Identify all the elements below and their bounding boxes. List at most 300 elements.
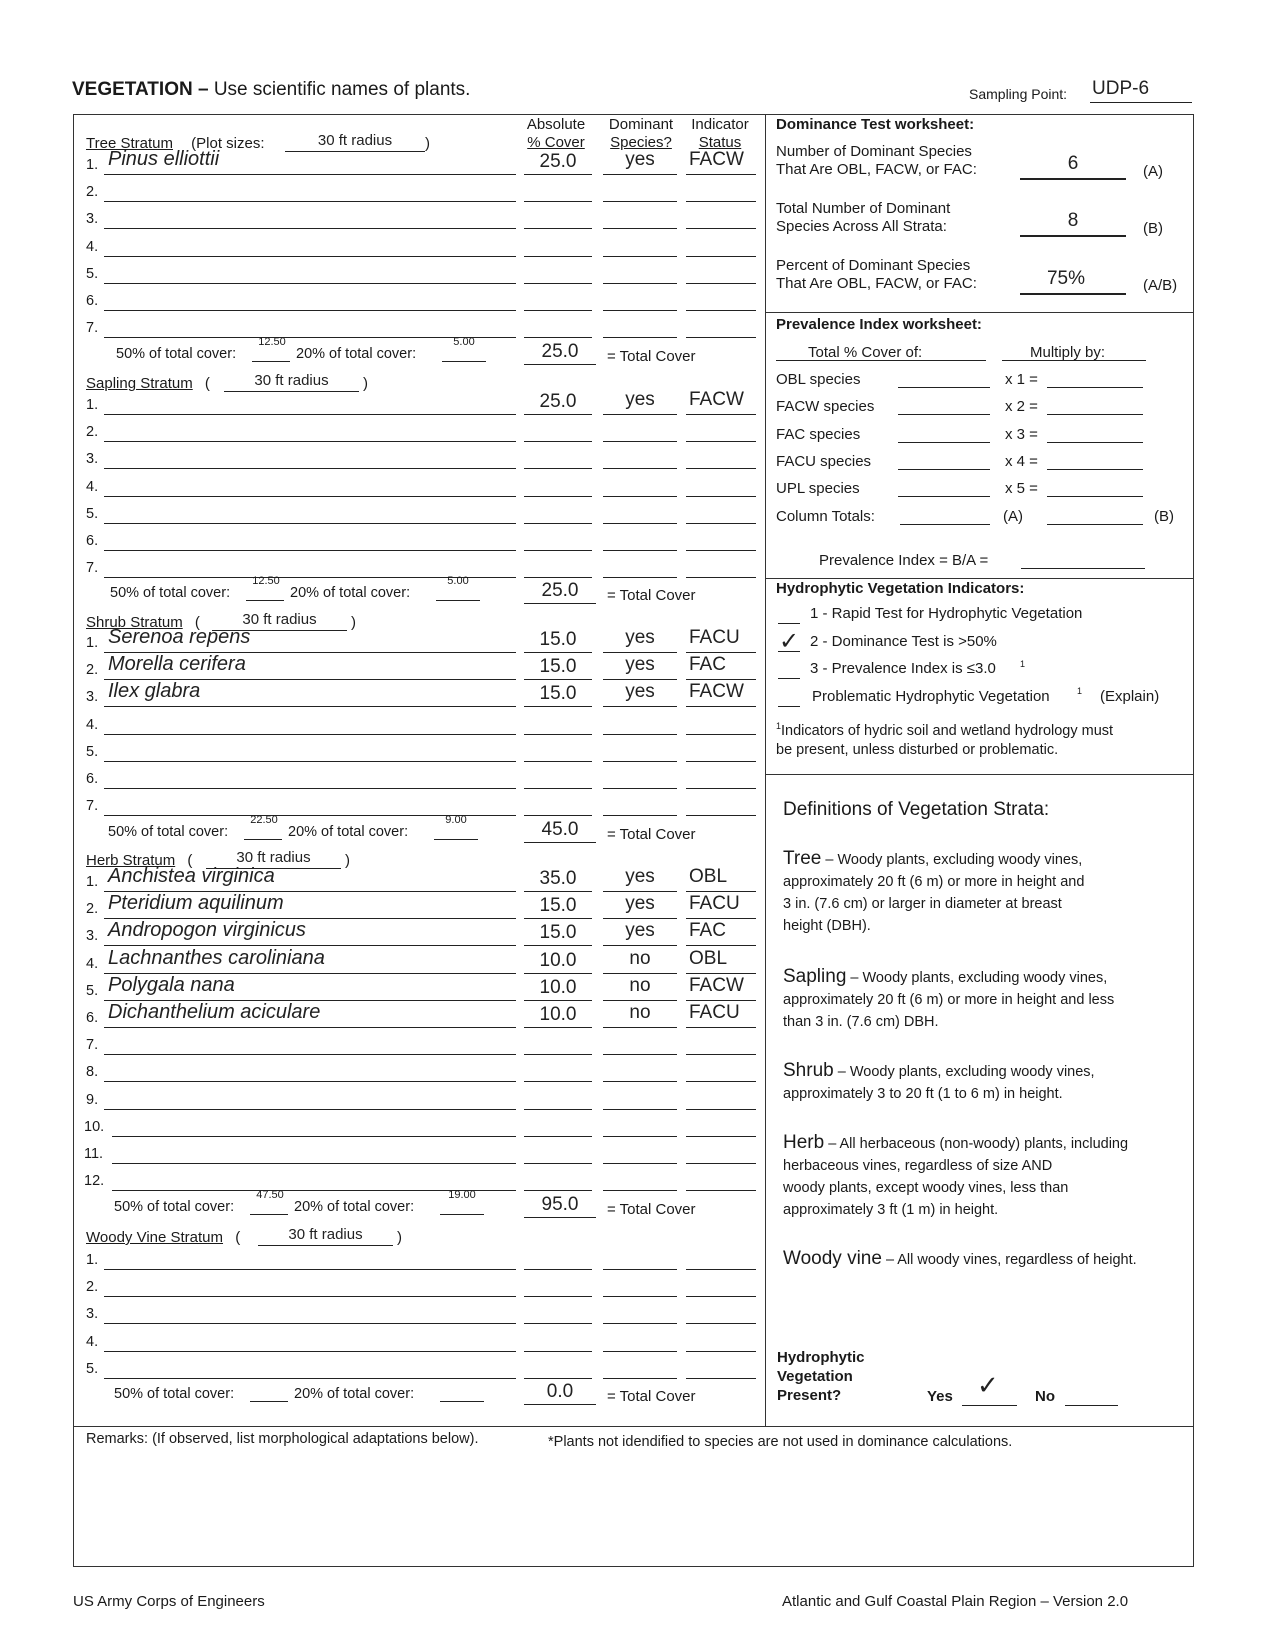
indicator-check-line[interactable] — [778, 706, 800, 707]
right-divider-1 — [765, 312, 1193, 313]
tree-plot-close: ) — [425, 135, 430, 152]
shrub-total-label: = Total Cover — [607, 826, 696, 843]
shrub-species-name[interactable]: Serenoa repens — [108, 626, 251, 648]
herb-indicator-value[interactable]: FACU — [689, 1002, 740, 1023]
tree-dominant-value[interactable]: yes — [625, 149, 655, 170]
vine-cover-line — [524, 1296, 592, 1297]
herb-indicator-line — [686, 891, 756, 892]
herb-cover-value[interactable]: 10.0 — [539, 976, 577, 998]
shrub-indicator-line — [686, 815, 756, 816]
tree-indicator-line — [686, 228, 756, 229]
herb-dominant-line — [603, 1136, 677, 1137]
herb-plot-value[interactable]: 30 ft radius — [236, 849, 311, 866]
column-totals-b-line[interactable] — [1047, 524, 1143, 525]
sapling-dominant-line — [603, 496, 677, 497]
vine-row-number: 1. — [86, 1252, 99, 1268]
vine-plot-value[interactable]: 30 ft radius — [288, 1226, 363, 1243]
vine-dominant-line — [603, 1323, 677, 1324]
shrub-species-line[interactable] — [104, 734, 516, 735]
vine-cover-line — [524, 1269, 592, 1270]
sapling-indicator-line — [686, 441, 756, 442]
herb-dominant-value[interactable]: yes — [625, 893, 655, 915]
herb-cover-value[interactable]: 15.0 — [539, 895, 577, 917]
prevalence-index-line[interactable] — [1021, 568, 1145, 569]
present-yes-label: Yes — [927, 1388, 953, 1405]
vine-species-line[interactable] — [104, 1351, 516, 1352]
tree-twenty-label: 20% of total cover: — [296, 346, 417, 362]
shrub-dominant-value[interactable]: yes — [625, 654, 655, 676]
herb-row-number: 5. — [86, 982, 99, 999]
sapling-stratum-title: Sapling Stratum — [86, 375, 193, 392]
shrub-cover-value[interactable]: 15.0 — [539, 683, 577, 705]
sapling-fifty-label: 50% of total cover: — [110, 585, 231, 601]
sapling-row-number: 5. — [86, 505, 99, 522]
page-title — [72, 79, 470, 101]
present-no-line — [1065, 1405, 1118, 1406]
shrub-cover-line — [524, 761, 592, 762]
vine-dominant-line — [603, 1378, 677, 1379]
vine-total-line — [524, 1404, 596, 1405]
sapling-cover-line — [524, 523, 592, 524]
herb-dominant-line — [603, 945, 677, 946]
prevalence-row-mult: x 1 = — [1005, 371, 1038, 388]
herb-total-line — [524, 1217, 596, 1218]
indicator-3-sup: 1 — [1020, 659, 1026, 669]
tree-species-line[interactable] — [104, 174, 516, 175]
herb-dominant-value[interactable]: no — [629, 1002, 651, 1023]
herb-cover-line — [524, 1000, 592, 1001]
shrub-twenty-label: 20% of total cover: — [288, 824, 409, 840]
sapling-species-line[interactable] — [104, 441, 516, 442]
herb-indicator-line — [686, 1000, 756, 1001]
herb-dominant-line — [603, 1081, 677, 1082]
tree-fifty-value[interactable]: 12.50 — [258, 336, 286, 348]
tree-row-number: 7. — [86, 320, 99, 337]
sapling-cover-line — [524, 496, 592, 497]
right-divider-3 — [765, 774, 1193, 775]
herb-row-number: 4. — [86, 955, 99, 972]
definition-herb: Herb – All herbaceous (non-woody) plants, including herbaceous vines, regardless of size AND woody plants, except woody vines, less than approximately 3 ft (1 m) in height. — [783, 1132, 1129, 1218]
herb-total-label: = Total Cover — [607, 1201, 696, 1218]
tree-row-number: 3. — [86, 211, 99, 228]
shrub-row-number: 6. — [86, 771, 99, 787]
indicator-text: 2 - Dominance Test is >50% — [810, 632, 997, 650]
herb-cover-value[interactable]: 10.0 — [539, 949, 577, 971]
herb-indicator-value[interactable]: FACU — [689, 893, 740, 915]
herb-species-name[interactable]: Dichanthelium aciculare — [108, 1001, 321, 1023]
prevalence-cover-line[interactable] — [898, 387, 990, 388]
shrub-cover-line — [524, 734, 592, 735]
shrub-species-name[interactable]: Morella cerifera — [108, 653, 246, 676]
indicator-4-sup: 1 — [1077, 686, 1083, 696]
sampling-point-label: Sampling Point: — [969, 86, 1068, 102]
herb-twenty-value[interactable]: 19.00 — [448, 1189, 476, 1201]
sapling-dominant-value[interactable]: yes — [625, 389, 655, 410]
sapling-indicator-line — [686, 468, 756, 469]
vine-row-number: 5. — [86, 1360, 99, 1377]
prevalence-index-label: Prevalence Index = B/A = — [819, 552, 989, 569]
shrub-indicator-line — [686, 706, 756, 707]
herb-species-name[interactable]: Polygala nana — [108, 973, 235, 996]
tree-twenty-value[interactable]: 5.00 — [453, 336, 475, 348]
shrub-cover-line — [524, 652, 592, 653]
herb-dominant-value[interactable]: no — [629, 974, 651, 996]
herb-species-name[interactable]: Lachnanthes caroliniana — [108, 946, 325, 969]
tree-row-number: 2. — [86, 184, 99, 201]
sapling-cover-value[interactable]: 25.0 — [539, 391, 577, 412]
prevalence-row-mult: x 4 = — [1005, 452, 1038, 470]
tree-total-value[interactable]: 25.0 — [541, 341, 579, 362]
definition-woody-vine: Woody vine – All woody vines, regardless of height. — [783, 1248, 1137, 1269]
indicator-check-line[interactable] — [778, 623, 800, 624]
herb-dominant-line — [603, 1027, 677, 1028]
shrub-twenty-value[interactable]: 9.00 — [445, 814, 467, 826]
shrub-row-number: 1. — [86, 635, 99, 651]
prevalence-product-line[interactable] — [1047, 387, 1143, 388]
tree-indicator-value[interactable]: FACW — [689, 149, 744, 170]
tree-total-line — [524, 364, 596, 365]
definition-tree: Tree – Woody plants, excluding woody vines, approximately 20 ft (6 m) or more in height and 3 in. (7.6 cm) or larger in diameter at breast height (DBH). — [783, 848, 1085, 934]
tree-cover-line — [524, 337, 592, 338]
tree-species-name[interactable]: Pinus elliottii — [108, 148, 220, 170]
vine-row-number: 3. — [86, 1306, 99, 1323]
shrub-cover-line — [524, 788, 592, 789]
vine-stratum-title: Woody Vine Stratum — [86, 1229, 224, 1246]
shrub-row-number: 2. — [86, 662, 99, 679]
footer-left: US Army Corps of Engineers — [73, 1593, 265, 1610]
vine-row-number: 2. — [86, 1279, 99, 1296]
col-dominant-header: Dominant Species? — [608, 116, 674, 151]
dominance-ab-line — [1020, 293, 1126, 295]
herb-row-number: 3. — [86, 928, 99, 945]
vine-indicator-line — [686, 1296, 756, 1297]
prevalence-row-label: UPL species — [776, 480, 860, 498]
prevalence-row-label: FACW species — [776, 398, 875, 416]
dominance-ab-value[interactable]: 75% — [1046, 268, 1086, 289]
indicator-check-line[interactable] — [778, 651, 800, 652]
tree-cover-value[interactable]: 25.0 — [539, 151, 577, 172]
shrub-dominant-line — [603, 815, 677, 816]
dominance-b-line — [1020, 235, 1126, 237]
tree-cover-line — [524, 310, 592, 311]
vine-row-number: 4. — [86, 1333, 99, 1350]
sapling-indicator-line — [686, 523, 756, 524]
tree-fifty-label: 50% of total cover: — [116, 346, 237, 362]
indicator-explain: (Explain) — [1100, 688, 1160, 705]
herb-species-line[interactable] — [112, 1163, 516, 1164]
vine-twenty-line — [440, 1401, 484, 1402]
sapling-dominant-line — [603, 468, 677, 469]
prevalence-row-mult: x 5 = — [1005, 480, 1038, 498]
dominance-a-value[interactable]: 6 — [1067, 153, 1079, 174]
sapling-row-number: 6. — [86, 533, 99, 549]
sapling-total-value[interactable]: 25.0 — [541, 580, 579, 601]
herb-species-line[interactable] — [104, 1109, 516, 1110]
herb-cover-line — [524, 1109, 592, 1110]
herb-indicator-line — [686, 1081, 756, 1082]
herb-fifty-value[interactable]: 47.50 — [256, 1189, 284, 1201]
vine-indicator-line — [686, 1269, 756, 1270]
tree-cover-line — [524, 283, 592, 284]
sapling-indicator-line — [686, 496, 756, 497]
plot-sizes-label: (Plot sizes: — [191, 135, 265, 152]
indicators-note: $^1$Indicators of hydric soil and wetland hydrology must be present, unless disturbed or problematic. — [776, 721, 1114, 758]
sapling-species-line[interactable] — [104, 496, 516, 497]
tree-dominant-line — [603, 283, 677, 284]
column-totals-b-tag: (B) — [1154, 508, 1174, 525]
herb-cover-line — [524, 891, 592, 892]
herb-dominant-line — [603, 1000, 677, 1001]
col-indicator-header: Indicator Status — [691, 116, 749, 151]
tree-twenty-line — [442, 361, 486, 362]
shrub-cover-line — [524, 815, 592, 816]
sapling-cover-line — [524, 468, 592, 469]
vine-species-line[interactable] — [104, 1296, 516, 1297]
sapling-row-number: 7. — [86, 560, 99, 577]
herb-cover-value[interactable]: 35.0 — [539, 868, 577, 889]
shrub-species-line[interactable] — [104, 706, 516, 707]
herb-dominant-line — [603, 1190, 677, 1191]
prevalence-product-line[interactable] — [1047, 442, 1143, 443]
shrub-dominant-value[interactable]: yes — [625, 627, 655, 648]
tree-dominant-line — [603, 256, 677, 257]
herb-species-line[interactable] — [104, 1054, 516, 1055]
herb-indicator-line — [686, 1109, 756, 1110]
herb-cover-line — [524, 1054, 592, 1055]
prevalence-product-line[interactable] — [1047, 414, 1143, 415]
herb-cover-line — [524, 1081, 592, 1082]
shrub-species-name[interactable]: Ilex glabra — [108, 680, 201, 703]
herb-indicator-line — [686, 918, 756, 919]
tree-fifty-line — [252, 361, 290, 362]
prevalence-cover-line[interactable] — [898, 442, 990, 443]
herb-stratum-header: Herb Stratum ( — [86, 852, 193, 869]
tree-cover-line — [524, 256, 592, 257]
shrub-indicator-value[interactable]: FACU — [689, 627, 740, 648]
vine-total-label: = Total Cover — [607, 1388, 696, 1405]
tree-indicator-line — [686, 201, 756, 202]
herb-indicator-line — [686, 1163, 756, 1164]
herb-indicator-value[interactable]: OBL — [689, 866, 728, 887]
prevalence-cover-line[interactable] — [898, 496, 990, 497]
sapling-row-number: 3. — [86, 451, 99, 468]
prevalence-product-line[interactable] — [1047, 469, 1143, 470]
tree-total-label: = Total Cover — [607, 348, 696, 365]
shrub-total-value[interactable]: 45.0 — [541, 819, 579, 840]
dominance-a-tag: (A) — [1143, 163, 1163, 180]
shrub-dominant-line — [603, 761, 677, 762]
herb-indicator-value[interactable]: FACW — [689, 974, 744, 996]
shrub-dominant-value[interactable]: yes — [625, 681, 655, 703]
herb-cover-line — [524, 973, 592, 974]
sapling-dominant-line — [603, 441, 677, 442]
tree-dominant-line — [603, 201, 677, 202]
tree-dominant-line — [603, 174, 677, 175]
sapling-total-line — [524, 603, 596, 604]
shrub-dominant-line — [603, 788, 677, 789]
herb-dominant-line — [603, 918, 677, 919]
indicators-title: Hydrophytic Vegetation Indicators: — [776, 580, 1025, 597]
shrub-indicator-value[interactable]: FAC — [689, 654, 726, 676]
herb-dominant-value[interactable]: no — [629, 947, 651, 969]
herb-cover-line — [524, 1027, 592, 1028]
sapling-plot-line — [224, 391, 359, 392]
prevalence-cover-line[interactable] — [898, 469, 990, 470]
indicator-check-line[interactable] — [778, 678, 800, 679]
vine-cover-line — [524, 1378, 592, 1379]
herb-cover-line — [524, 918, 592, 919]
prevalence-cover-line[interactable] — [898, 414, 990, 415]
vine-species-line[interactable] — [104, 1323, 516, 1324]
shrub-plot-value[interactable]: 30 ft radius — [242, 611, 317, 628]
herb-indicator-line — [686, 1190, 756, 1191]
footer-right: Atlantic and Gulf Coastal Plain Region – Version 2.0 — [782, 1593, 1129, 1610]
herb-dominant-value[interactable]: yes — [625, 920, 655, 942]
herb-species-line[interactable] — [104, 1081, 516, 1082]
tree-plot-line — [285, 151, 425, 152]
shrub-dominant-line — [603, 734, 677, 735]
tree-species-line[interactable] — [104, 201, 516, 202]
vine-twenty-label: 20% of total cover: — [294, 1386, 415, 1402]
vine-species-line[interactable] — [104, 1269, 516, 1270]
shrub-cover-value[interactable]: 15.0 — [539, 629, 577, 650]
vine-total-value[interactable]: 0.0 — [546, 1381, 574, 1402]
sapling-species-line[interactable] — [104, 550, 516, 551]
herb-row-number: 11. — [84, 1146, 104, 1162]
sapling-species-line[interactable] — [104, 523, 516, 524]
prevalence-row-mult: x 2 = — [1005, 398, 1038, 416]
sapling-stratum-header: Sapling Stratum ( — [86, 375, 210, 392]
definition-shrub: Shrub – Woody plants, excluding woody vines, approximately 3 to 20 ft (1 to 6 m) in height. — [783, 1060, 1095, 1102]
sapling-plot-value[interactable]: 30 ft radius — [254, 372, 329, 389]
tree-species-line[interactable] — [104, 256, 516, 257]
vine-cover-line — [524, 1323, 592, 1324]
shrub-indicator-value[interactable]: FACW — [689, 681, 744, 703]
vine-species-line[interactable] — [104, 1378, 516, 1379]
shrub-species-line[interactable] — [104, 761, 516, 762]
herb-cover-value[interactable]: 15.0 — [539, 922, 577, 944]
herb-species-line[interactable] — [104, 1027, 516, 1028]
sapling-dominant-line — [603, 577, 677, 578]
herb-total-value[interactable]: 95.0 — [541, 1194, 579, 1215]
herb-fifty-line — [250, 1214, 288, 1215]
shrub-dominant-line — [603, 706, 677, 707]
herb-cover-line — [524, 1163, 592, 1164]
dominance-title: Dominance Test worksheet: — [776, 116, 975, 133]
col-absolute-header: Absolute % Cover — [526, 116, 586, 151]
sapling-row-number: 4. — [86, 478, 99, 495]
herb-twenty-label: 20% of total cover: — [294, 1199, 415, 1215]
tree-dominant-line — [603, 228, 677, 229]
column-totals-a-line[interactable] — [900, 524, 990, 525]
tree-species-line[interactable] — [104, 310, 516, 311]
sapling-fifty-value[interactable]: 12.50 — [252, 575, 280, 587]
remarks-divider — [73, 1426, 1193, 1427]
herb-row-number: 1. — [86, 874, 99, 890]
herb-indicator-line — [686, 973, 756, 974]
herb-row-number: 8. — [86, 1064, 99, 1081]
dominance-ab-label: Percent of Dominant Species That Are OBL, FACW, or FAC: — [776, 257, 977, 292]
shrub-indicator-line — [686, 761, 756, 762]
prevalence-col2: Multiply by: — [1030, 344, 1106, 361]
prevalence-product-line[interactable] — [1047, 496, 1143, 497]
tree-plot-value[interactable]: 30 ft radius — [317, 132, 393, 149]
sapling-species-line[interactable] — [104, 414, 516, 415]
herb-cover-value[interactable]: 10.0 — [539, 1004, 577, 1025]
prevalence-col1: Total % Cover of: — [808, 344, 923, 361]
herb-species-name[interactable]: Andropogon virginicus — [108, 919, 306, 942]
vegetation-present-label: Hydrophytic Vegetation Present? — [777, 1349, 865, 1404]
shrub-fifty-value[interactable]: 22.50 — [250, 814, 278, 826]
tree-species-line[interactable] — [104, 228, 516, 229]
shrub-cover-value[interactable]: 15.0 — [539, 656, 577, 678]
prevalence-row-label: OBL species — [776, 371, 861, 388]
indicator-text: 1 - Rapid Test for Hydrophytic Vegetation — [810, 605, 1083, 622]
sapling-cover-line — [524, 550, 592, 551]
shrub-indicator-line — [686, 679, 756, 680]
sapling-cover-line — [524, 414, 592, 415]
dominance-ab-tag: (A/B) — [1143, 277, 1178, 294]
shrub-row-number: 5. — [86, 743, 99, 760]
vine-dominant-line — [603, 1269, 677, 1270]
page-title-rest: Use scientific names of plants. — [208, 79, 471, 100]
herb-indicator-line — [686, 945, 756, 946]
herb-species-line[interactable] — [112, 1136, 516, 1137]
indicator-checkmark[interactable]: ✓ — [779, 627, 800, 655]
sapling-cover-line — [524, 577, 592, 578]
dominance-b-label: Total Number of Dominant Species Across All Strata: — [776, 200, 951, 235]
vine-indicator-line — [686, 1323, 756, 1324]
dominance-a-line — [1020, 178, 1126, 180]
sapling-twenty-value[interactable]: 5.00 — [447, 575, 469, 587]
definition-sapling: Sapling – Woody plants, excluding woody vines, approximately 20 ft (6 m) or more in height and less than 3 in. (7.6 cm) DBH. — [783, 966, 1115, 1030]
herb-row-number: 6. — [86, 1010, 99, 1026]
definitions-title: Definitions of Vegetation Strata: — [783, 799, 1050, 820]
vine-fifty-label: 50% of total cover: — [114, 1386, 235, 1402]
tree-indicator-line — [686, 283, 756, 284]
sapling-species-line[interactable] — [104, 468, 516, 469]
page-title-bold: VEGETATION – — [72, 79, 209, 100]
herb-cover-line — [524, 1190, 592, 1191]
herb-indicator-line — [686, 1054, 756, 1055]
herb-species-name[interactable]: Anchistea virginica — [108, 865, 275, 887]
herb-dominant-line — [603, 891, 677, 892]
shrub-dominant-line — [603, 679, 677, 680]
sampling-point-line — [1090, 102, 1192, 103]
sapling-indicator-line — [686, 577, 756, 578]
dominance-b-tag: (B) — [1143, 220, 1163, 237]
dominance-a-label: Number of Dominant Species That Are OBL, FACW, or FAC: — [776, 143, 977, 178]
sampling-point-value[interactable]: UDP-6 — [1092, 78, 1150, 99]
dominance-b-value[interactable]: 8 — [1067, 210, 1079, 231]
herb-species-name[interactable]: Pteridium aquilinum — [108, 892, 284, 915]
shrub-row-number: 7. — [86, 798, 99, 815]
present-yes-check[interactable]: ✓ — [977, 1370, 999, 1400]
shrub-total-line — [524, 842, 596, 843]
shrub-indicator-line — [686, 734, 756, 735]
remarks-label: Remarks: (If observed, list morphological adaptations below). — [86, 1431, 479, 1447]
sapling-indicator-value[interactable]: FACW — [689, 389, 744, 410]
tree-species-line[interactable] — [104, 283, 516, 284]
herb-dominant-value[interactable]: yes — [625, 866, 655, 887]
herb-fifty-label: 50% of total cover: — [114, 1199, 235, 1215]
herb-dominant-line — [603, 1163, 677, 1164]
shrub-species-line[interactable] — [104, 788, 516, 789]
herb-indicator-value[interactable]: FAC — [689, 920, 726, 942]
herb-indicator-value[interactable]: OBL — [689, 947, 728, 969]
herb-dominant-line — [603, 1109, 677, 1110]
remarks-note: *Plants not idendified to species are not used in dominance calculations. — [548, 1434, 1013, 1450]
